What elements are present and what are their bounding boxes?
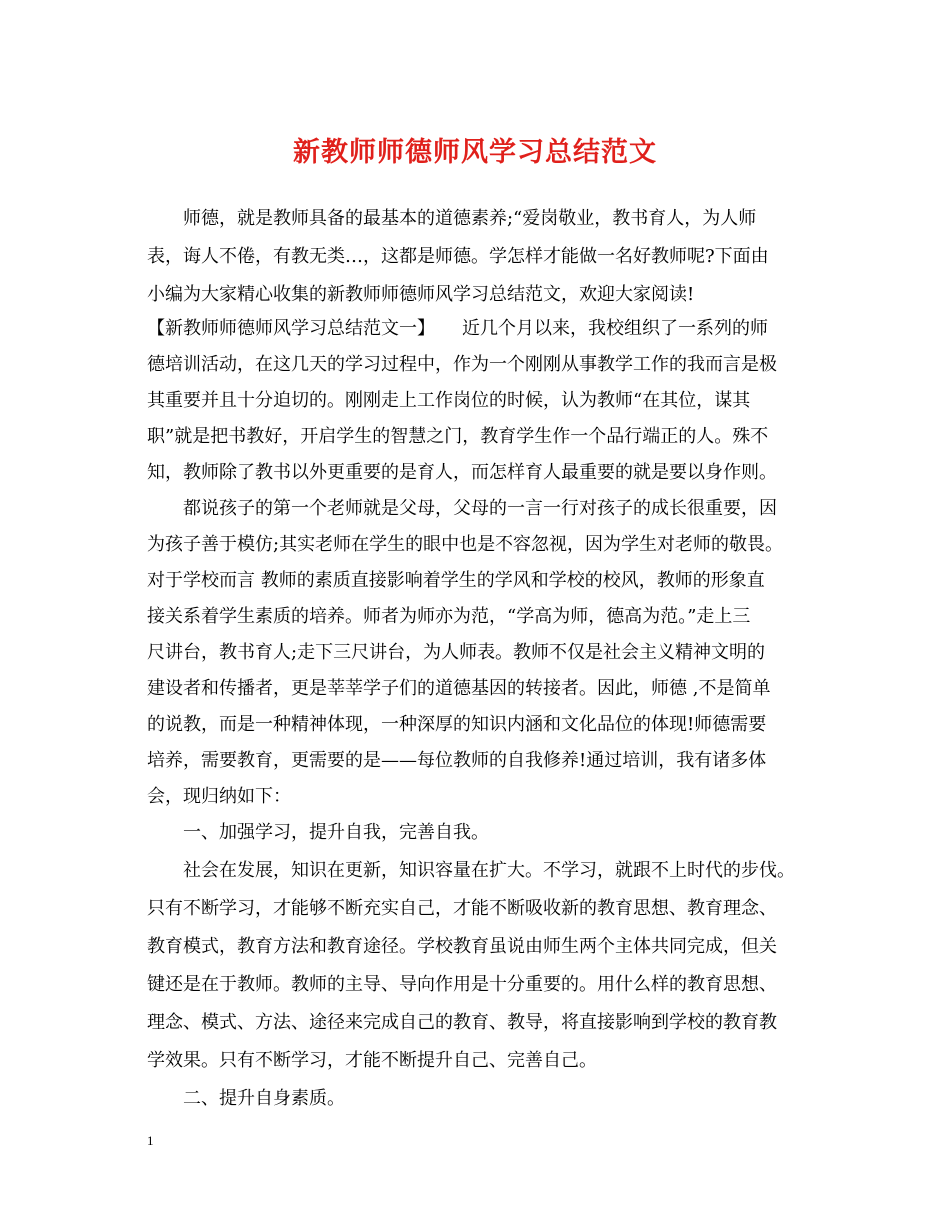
body-line: 学效果。只有不断学习，才能不断提升自己、完善自己。 bbox=[147, 1050, 597, 1071]
body-line: 师德，就是教师具备的最基本的道德素养;“爱岗敬业，教书育人，为人师 bbox=[147, 208, 757, 229]
document-title: 新教师师德师风学习总结范文 bbox=[293, 137, 657, 168]
body-line: 德培训活动，在这几天的学习过程中，作为一个刚刚从事教学工作的我而言是极 bbox=[147, 354, 777, 375]
body-line: 键还是在于教师。教师的主导、导向作用是十分重要的。用什么样的教育思想、 bbox=[147, 974, 777, 995]
body-line: 【新教师师德师风学习总结范文一】 近几个月以来，我校组织了一系列的师 bbox=[147, 318, 768, 339]
body-line: 理念、模式、方法、途径来完成自己的教育、教导，将直接影响到学校的教育教 bbox=[147, 1012, 777, 1033]
body-line: 的说教，而是一种精神体现，一种深厚的知识内涵和文化品位的体现!师德需要 bbox=[147, 714, 767, 735]
body-line: 只有不断学习，才能够不断充实自己，才能不断吸收新的教育思想、教育理念、 bbox=[147, 898, 777, 919]
body-line: 对于学校而言 教师的素质直接影响着学生的学风和学校的校风，教师的形象直 bbox=[147, 570, 765, 591]
body-line: 为孩子善于模仿;其实老师在学生的眼中也是不容忽视，因为学生对老师的敬畏。 bbox=[147, 534, 784, 555]
body-line: 知，教师除了教书以外更重要的是育人，而怎样育人最重要的就是要以身作则。 bbox=[147, 462, 777, 483]
body-line: 表，诲人不倦，有教无类…，这都是师德。学怎样才能做一名好教师呢?下面由 bbox=[147, 246, 769, 267]
body-line: 小编为大家精心收集的新教师师德师风学习总结范文，欢迎大家阅读! bbox=[147, 284, 695, 305]
page-number: 1 bbox=[147, 1133, 154, 1148]
body-line: 培养，需要教育，更需要的是——每位教师的自我修养!通过培训，我有诸多体 bbox=[147, 750, 767, 771]
body-line: 社会在发展，知识在更新，知识容量在扩大。不学习，就跟不上时代的步伐。 bbox=[147, 860, 795, 881]
body-line: 接关系着学生素质的培养。师者为师亦为范，“学高为师，德高为范。”走上三 bbox=[147, 606, 751, 627]
body-line: 尺讲台，教书育人;走下三尺讲台，为人师表。教师不仅是社会主义精神文明的 bbox=[147, 642, 766, 663]
body-line: 都说孩子的第一个老师就是父母，父母的一言一行对孩子的成长很重要，因 bbox=[147, 498, 777, 519]
body-line: 二、提升自身素质。 bbox=[147, 1088, 345, 1109]
body-line: 建设者和传播者，更是莘莘学子们的道德基因的转接者。因此，师德 ,不是简单 bbox=[147, 678, 771, 699]
body-line: 教育模式，教育方法和教育途径。学校教育虽说由师生两个主体共同完成，但关 bbox=[147, 936, 777, 957]
body-line: 职”就是把书教好，开启学生的智慧之门，教育学生作一个品行端正的人。殊不 bbox=[147, 426, 769, 447]
body-line: 会，现归纳如下： bbox=[147, 786, 291, 807]
body-line: 一、加强学习，提升自我，完善自我。 bbox=[147, 822, 489, 843]
body-line: 其重要并且十分迫切的。刚刚走上工作岗位的时候，认为教师“在其位，谋其 bbox=[147, 390, 751, 411]
